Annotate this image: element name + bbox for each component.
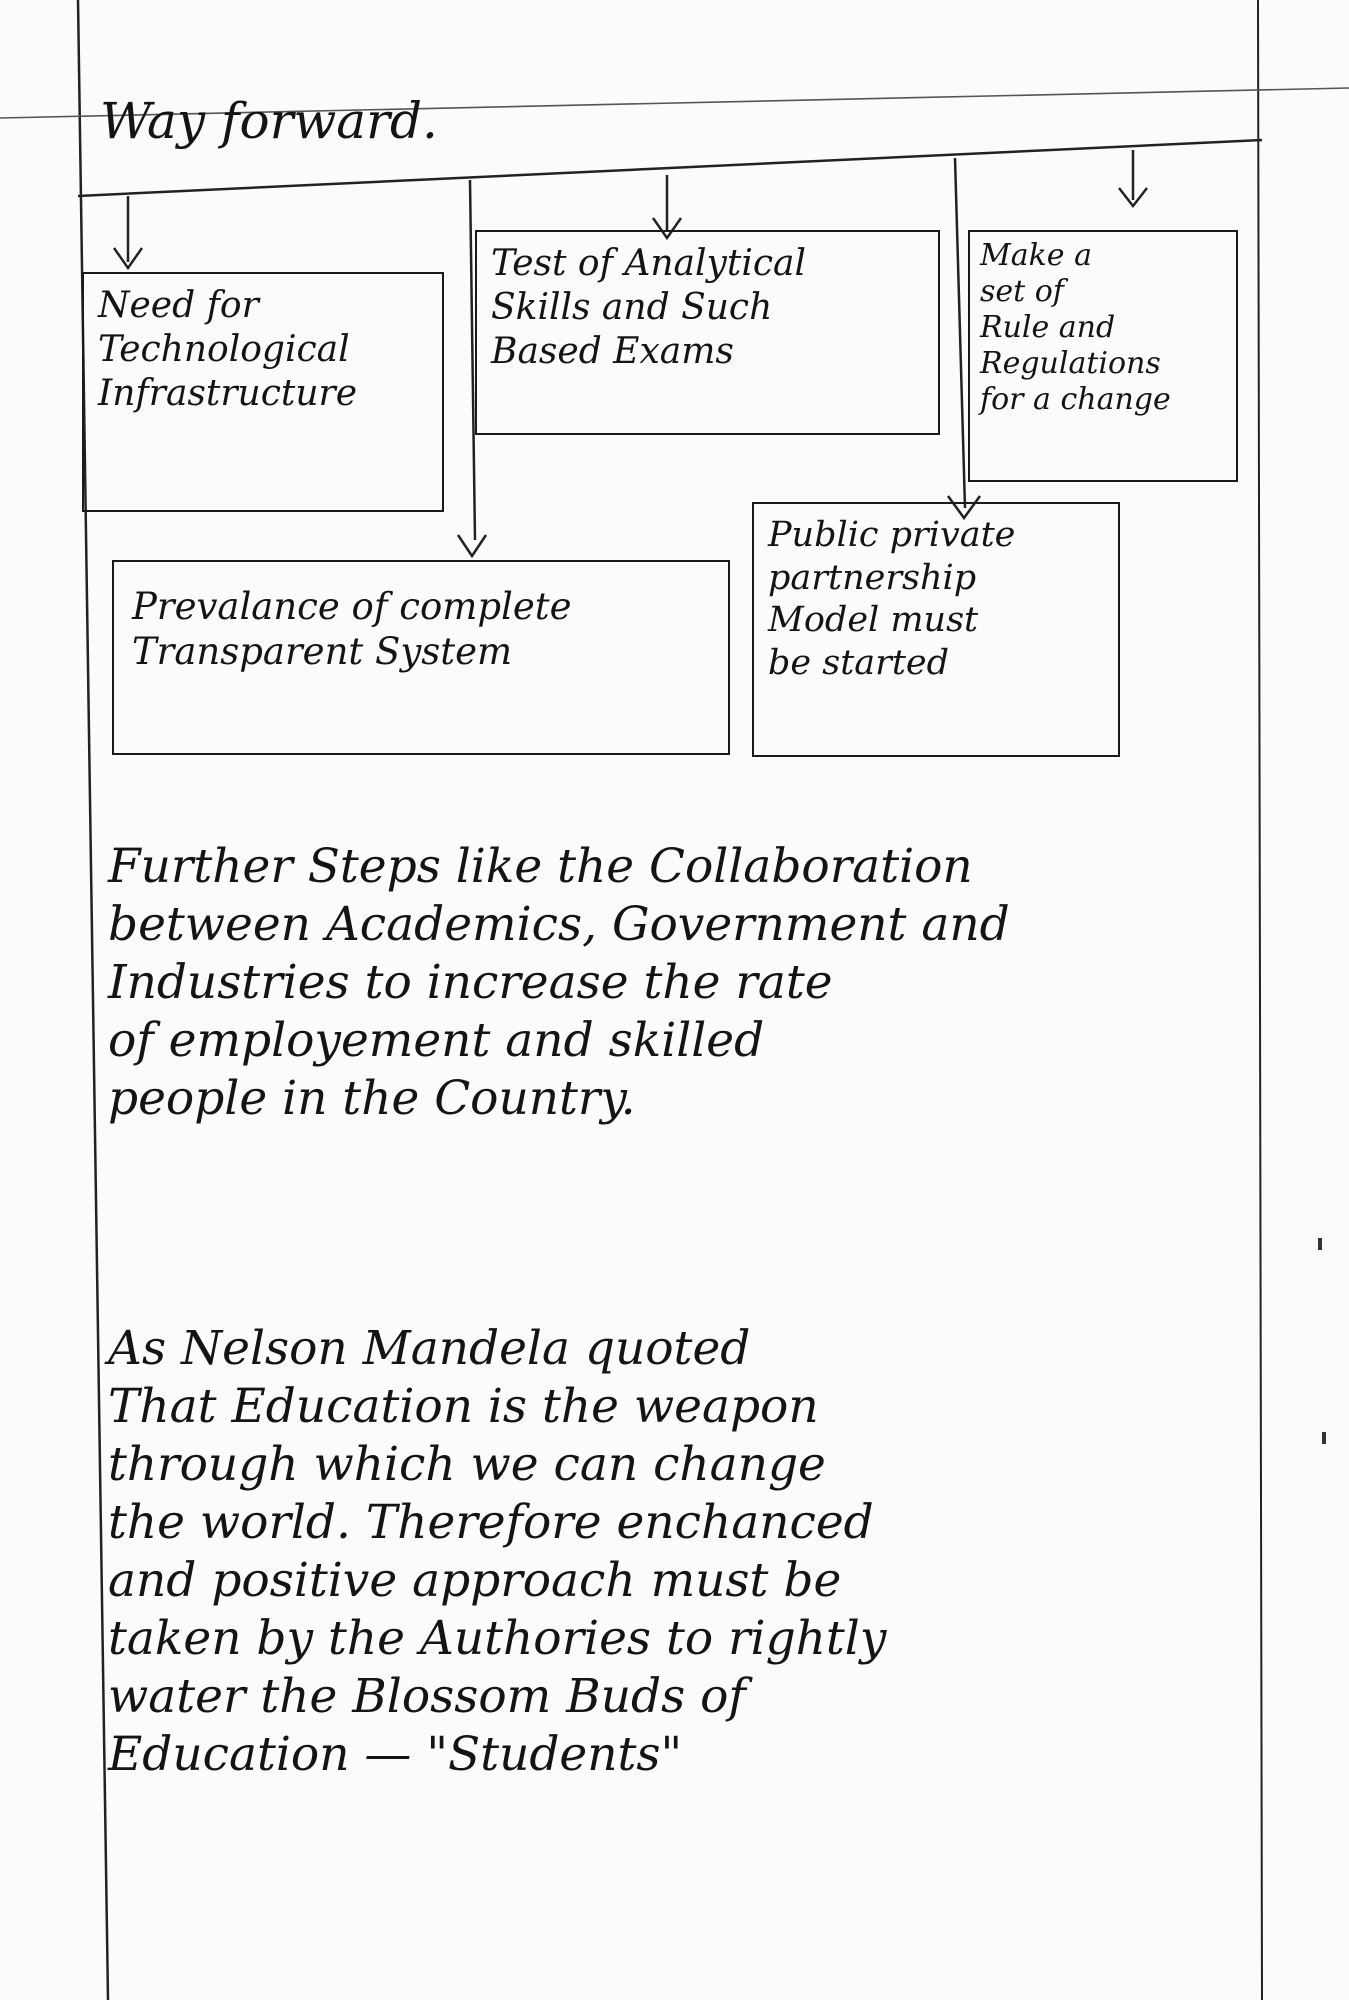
edge-mark-right-2	[1322, 1432, 1326, 1444]
edge-mark-right-1	[1318, 1238, 1322, 1250]
box-public-private-partnership	[752, 502, 1120, 757]
right-margin-line	[1258, 0, 1262, 2000]
box-technological-infrastructure-text: Need for Technological Infrastructure	[98, 285, 358, 414]
arrow-transparent	[458, 535, 486, 556]
box-transparent-system	[112, 560, 730, 755]
box-rules-regulations	[968, 230, 1238, 482]
box-transparent-system-text: Prevalance of complete Transparent System	[132, 585, 572, 674]
connector-right	[955, 158, 965, 508]
paragraph-mandela-quote: As Nelson Mandela quoted That Education is the weapon through which we can change the world. Therefore enchanced and positive approach must be taken by the Authories to rightly water the Blossom Buds of Education — "Students"	[108, 1321, 887, 1782]
box-public-private-partnership-text: Public private partnership Model must be started	[768, 515, 1016, 684]
box-analytical-skills	[475, 230, 940, 435]
box-analytical-skills-text: Test of Analytical Skills and Such Based Exams	[491, 243, 806, 372]
paragraph-further-steps: Further Steps like the Collaboration between Academics, Government and Industries to increase the rate of employement and skilled people in the Country.	[108, 839, 1010, 1126]
box-technological-infrastructure	[82, 272, 444, 512]
box-rules-regulations-text: Make a set of Rule and Regulations for a change	[980, 238, 1171, 417]
heading-way-forward: Way forward.	[100, 92, 438, 150]
